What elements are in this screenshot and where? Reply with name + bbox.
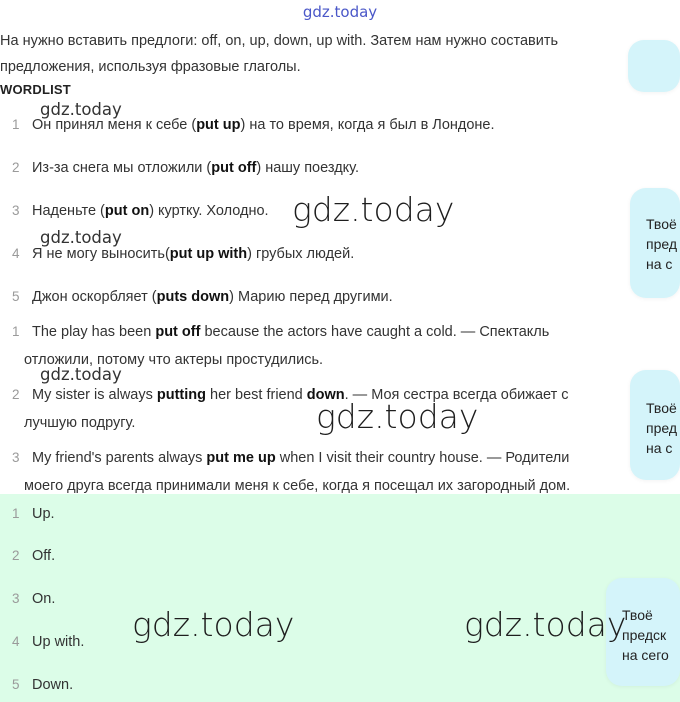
item-number: 5 bbox=[12, 677, 20, 692]
side-popup[interactable]: Твоё предск на сего bbox=[606, 578, 680, 686]
item-text: On. bbox=[32, 591, 56, 607]
watermark: gdz.today bbox=[464, 605, 627, 644]
watermark: gdz.today bbox=[316, 397, 479, 436]
item-text: Off. bbox=[32, 548, 56, 564]
item-text: Из-за снега мы отложили (put off) нашу поездку. bbox=[32, 160, 359, 176]
item-number: 2 bbox=[12, 387, 20, 402]
item-text: Он принял меня к себе (put up) на то время, когда я был в Лондоне. bbox=[32, 117, 495, 133]
item-text: Down. bbox=[32, 677, 74, 693]
item-text: Up with. bbox=[32, 634, 85, 650]
item-text: Наденьте (put on) куртку. Холодно. bbox=[32, 203, 269, 219]
side-popup-top[interactable] bbox=[628, 40, 680, 92]
watermark-top: gdz.today bbox=[302, 3, 378, 21]
item-number: 2 bbox=[12, 160, 20, 175]
watermark: gdz.today bbox=[292, 190, 455, 229]
item-text: My sister is always putting her best friend down. — Моя сестра всегда обижает с bbox=[32, 387, 569, 403]
intro-line: На нужно вставить предлоги: off, on, up, down, up with. Затем нам нужно составить bbox=[0, 33, 559, 49]
item-number: 4 bbox=[12, 246, 20, 261]
watermark: gdz.today bbox=[40, 228, 122, 247]
item-text: Джон оскорбляет (puts down) Марию перед другими. bbox=[32, 289, 393, 305]
side-popup[interactable]: Твоё пред на с bbox=[630, 188, 680, 298]
answers-block bbox=[0, 494, 680, 702]
item-number: 5 bbox=[12, 289, 20, 304]
item-number: 1 bbox=[12, 324, 20, 339]
item-number: 3 bbox=[12, 450, 20, 465]
item-text: Up. bbox=[32, 506, 55, 522]
side-popup[interactable]: Твоё пред на с bbox=[630, 370, 680, 480]
item-number: 1 bbox=[12, 506, 20, 521]
item-number: 3 bbox=[12, 591, 20, 606]
item-number: 2 bbox=[12, 548, 20, 563]
intro-line: предложения, используя фразовые глаголы. bbox=[0, 59, 301, 75]
item-number: 4 bbox=[12, 634, 20, 649]
watermark: gdz.today bbox=[40, 365, 122, 384]
item-text: My friend's parents always put me up when I visit their country house. — Родители bbox=[32, 450, 570, 466]
watermark: gdz.today bbox=[132, 605, 295, 644]
watermark: gdz.today bbox=[40, 100, 122, 119]
intro-paragraph bbox=[0, 28, 640, 80]
item-number: 3 bbox=[12, 203, 20, 218]
item-text: The play has been put off because the actors have caught a cold. — Спектакль bbox=[32, 324, 550, 340]
item-number: 1 bbox=[12, 117, 20, 132]
item-text: Я не могу выносить(put up with) грубых людей. bbox=[32, 246, 355, 262]
wordlist-heading: WORDLIST bbox=[0, 82, 71, 97]
